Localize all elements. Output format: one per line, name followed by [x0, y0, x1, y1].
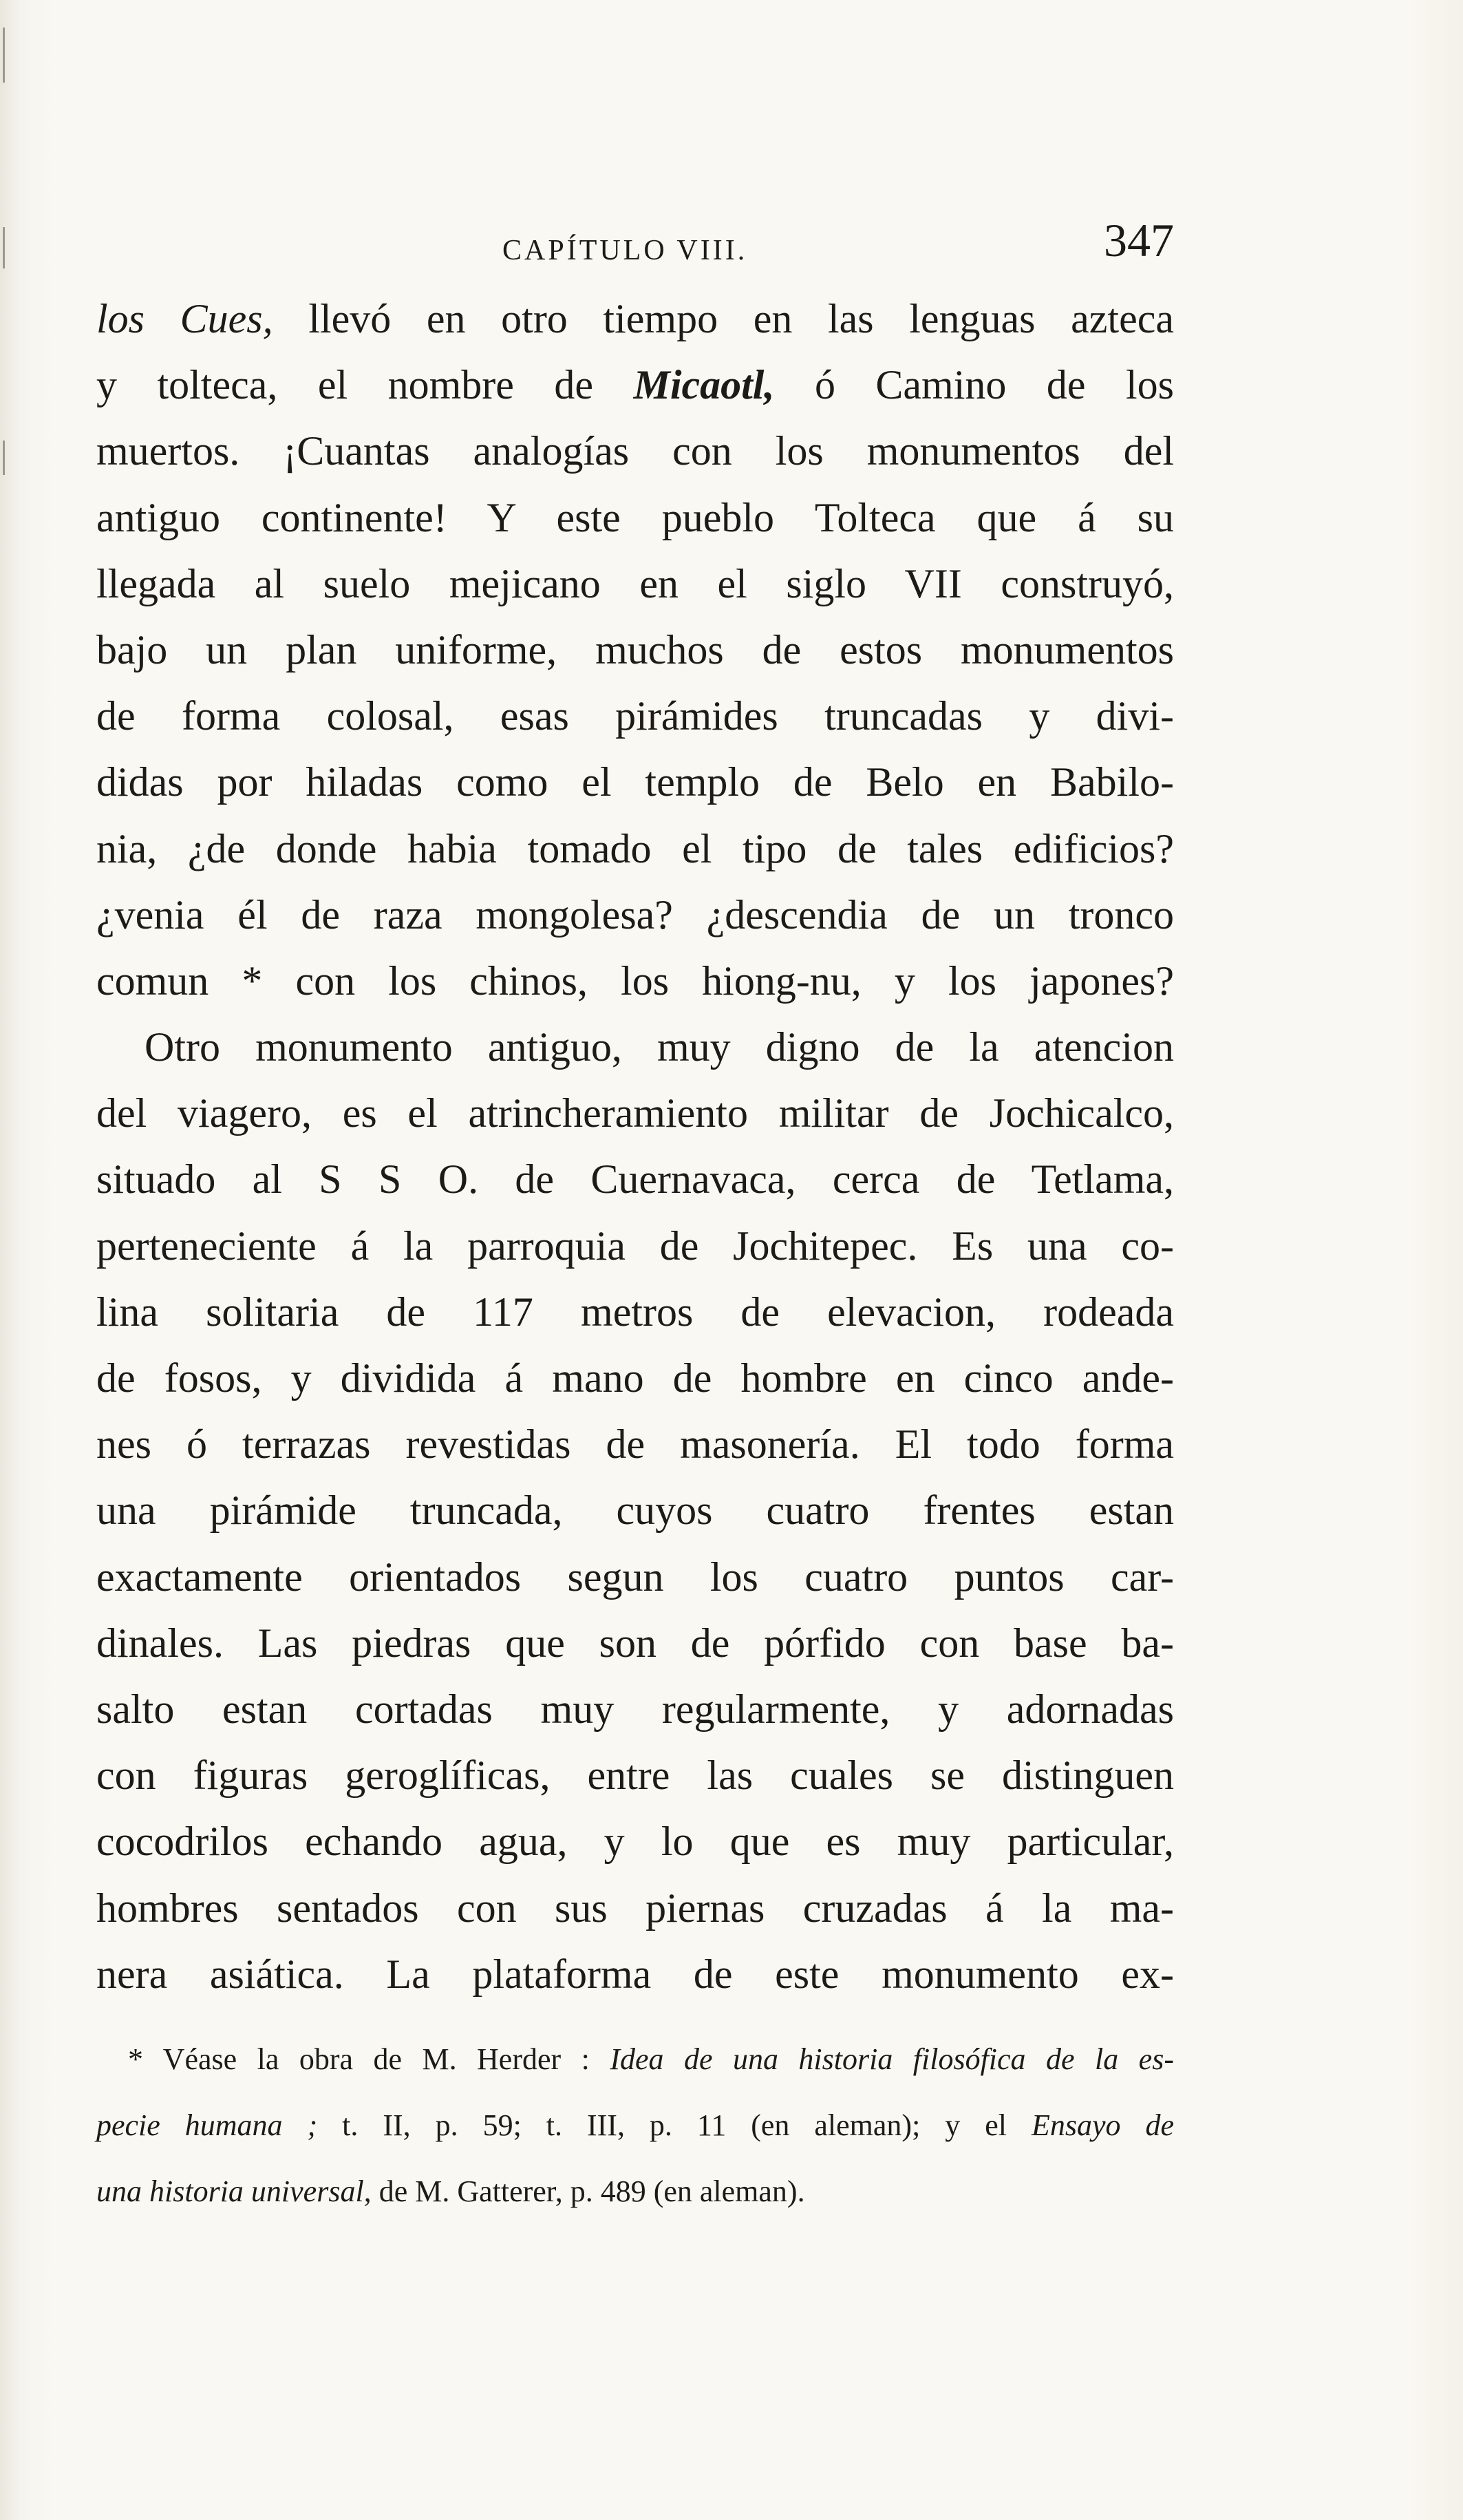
text-run: ¿venia él de raza mongolesa? ¿descendia de un tronco — [96, 891, 1174, 938]
text-line — [96, 1676, 1174, 1742]
text-run: comun * con los chinos, los hiong-nu, y los japones? — [96, 957, 1174, 1004]
text-run: perteneciente á la parroquia de Jochitepec. Es una co- — [96, 1222, 1174, 1269]
text-run: ó Camino de los — [774, 362, 1174, 408]
text-run: muertos. ¡Cuantas analogías con los monumentos del — [96, 428, 1174, 474]
text-run: nes ó terrazas revestidas de masonería. El todo forma — [96, 1421, 1174, 1468]
text-line — [96, 1610, 1174, 1676]
running-title: CAPÍTULO VIII. — [502, 235, 748, 266]
text-line — [96, 683, 1174, 749]
text-run: didas por hiladas como el templo de Belo en Babilo- — [96, 759, 1174, 805]
text-run: salto estan cortadas muy regularmente, y adornadas — [96, 1686, 1174, 1732]
emphasized-text: una historia universal, — [96, 2174, 372, 2208]
text-run: t. II, p. 59; t. III, p. 11 (en aleman); y el — [317, 2108, 1032, 2142]
text-line — [96, 1875, 1174, 1941]
page-edge-mark — [3, 441, 5, 475]
text-run: y tolteca, el nombre de — [96, 362, 634, 408]
text-run: cocodrilos echando agua, y lo que es muy particular, — [96, 1819, 1174, 1865]
text-line — [96, 816, 1174, 882]
text-run: bajo un plan uniforme, muchos de estos monumentos — [96, 626, 1174, 673]
text-line — [96, 1808, 1174, 1874]
text-run: de M. Gatterer, p. 489 (en aleman). — [371, 2174, 805, 2208]
text-run: situado al S S O. de Cuernavaca, cerca de Tetlama, — [96, 1156, 1174, 1203]
text-line — [96, 1279, 1174, 1345]
footnote-line — [96, 2026, 1174, 2093]
text-run: llevó en otro tiempo en las lenguas azteca — [273, 296, 1174, 341]
text-run: * Véase la obra de M. Herder : — [128, 2042, 610, 2076]
footnote-line — [96, 2159, 1174, 2225]
text-line — [96, 1146, 1174, 1212]
text-run: nera asiática. La plataforma de este monumento ex- — [96, 1951, 1174, 1997]
text-line — [96, 551, 1174, 617]
emphasized-text: pecie humana ; — [96, 2108, 318, 2142]
text-run: con figuras geroglíficas, entre las cuales se distinguen — [96, 1753, 1174, 1799]
text-line — [96, 1345, 1174, 1411]
text-line — [96, 882, 1174, 948]
text-run: Otro monumento antiguo, muy digno de la atencion — [145, 1024, 1174, 1070]
text-line — [96, 749, 1174, 815]
page-number: 347 — [1104, 214, 1174, 266]
page-edge-mark — [3, 227, 5, 268]
text-run: una pirámide truncada, cuyos cuatro frentes estan — [96, 1487, 1174, 1534]
text-line — [96, 286, 1174, 352]
text-run: dinales. Las piedras que son de pórfido con base ba- — [96, 1620, 1174, 1666]
text-line — [96, 352, 1174, 418]
text-run: hombres sentados con sus piernas cruzadas á la ma- — [96, 1885, 1174, 1931]
emphasized-text: los Cues, — [96, 296, 273, 341]
text-run: llegada al suelo mejicano en el siglo VII construyó, — [96, 560, 1174, 606]
footnote-line — [96, 2093, 1174, 2159]
text-line — [96, 948, 1174, 1014]
text-run: de fosos, y dividida á mano de hombre en cinco ande- — [96, 1355, 1174, 1401]
text-line — [96, 1080, 1174, 1146]
text-line — [96, 1941, 1174, 2007]
text-line — [96, 418, 1174, 484]
text-line — [96, 1477, 1174, 1543]
text-run: de forma colosal, esas pirámides truncadas y divi- — [96, 693, 1174, 739]
emphasized-text: Ensayo de — [1031, 2108, 1174, 2142]
text-line — [96, 1544, 1174, 1610]
text-line — [96, 485, 1174, 551]
footnote — [96, 2026, 1174, 2225]
text-line — [96, 1213, 1174, 1279]
text-line — [96, 1742, 1174, 1808]
text-run: lina solitaria de 117 metros de elevacion, rodeada — [96, 1289, 1174, 1335]
emphasized-text: Idea de una historia filosófica de la es- — [610, 2042, 1174, 2076]
text-run: nia, ¿de donde habia tomado el tipo de tales edificios? — [96, 825, 1174, 871]
text-line — [96, 1411, 1174, 1477]
text-run: antiguo continente! Y este pueblo Tolteca que á su — [96, 494, 1174, 540]
text-run: del viagero, es el atrincheramiento militar de Jochicalco, — [96, 1090, 1174, 1136]
page-header — [96, 213, 1174, 282]
body-text — [96, 286, 1174, 2007]
text-line — [96, 1014, 1174, 1080]
emphasized-text: Micaotl, — [633, 362, 775, 408]
text-run: exactamente orientados segun los cuatro puntos car- — [96, 1554, 1174, 1600]
page-edge-mark — [3, 28, 5, 83]
text-line — [96, 617, 1174, 683]
